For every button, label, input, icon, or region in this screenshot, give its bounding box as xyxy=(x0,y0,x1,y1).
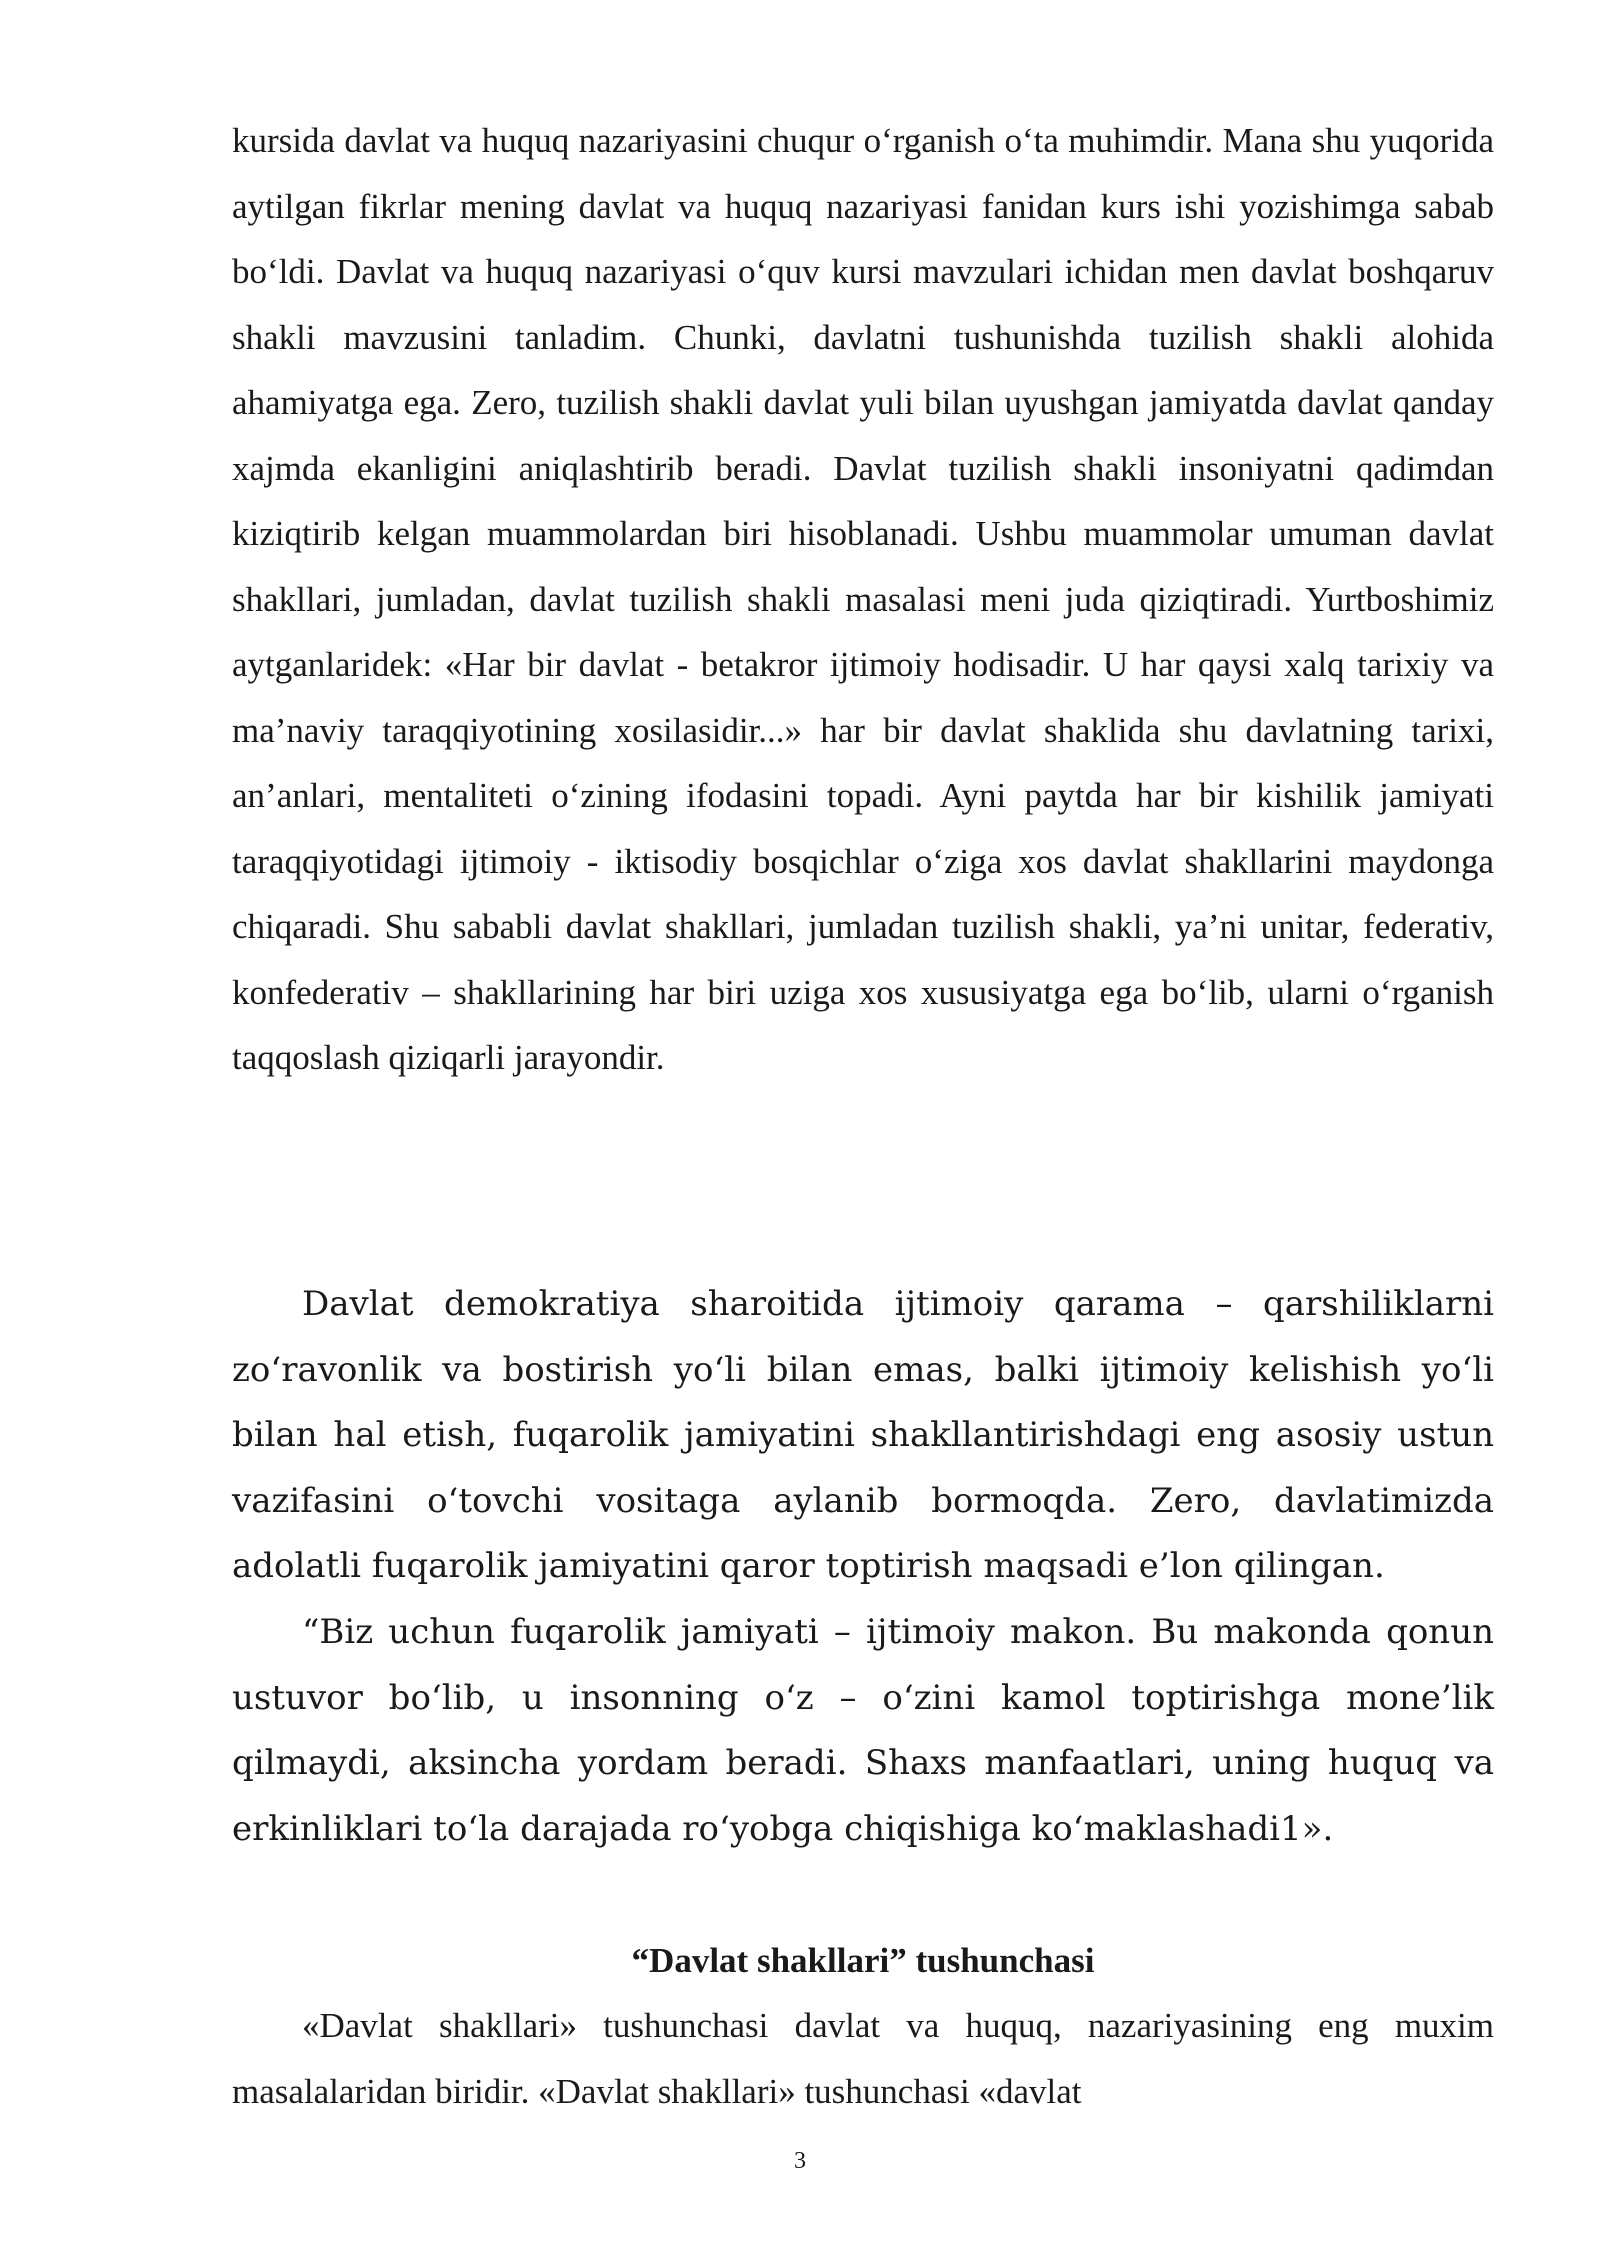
page-number: 3 xyxy=(794,2148,806,2174)
paragraph-block-4 xyxy=(232,1993,1494,2124)
paragraph-4: «Davlat shakllari» tushunchasi davlat va huquq, nazariyasining eng muxim masalalaridan biridir. «Davlat shakllari» tushunchasi «davlat xyxy=(232,2006,1494,2111)
paragraph-block-1a xyxy=(232,108,1494,1091)
paragraph-block-3 xyxy=(232,1600,1494,1862)
heading-block xyxy=(232,1928,1494,1994)
section-heading: “Davlat shakllari” tushunchasi xyxy=(631,1941,1095,1980)
paragraph-2: Davlat demokratiya sharoitida ijtimoiy qarama – qarshiliklarni zo‘ravonlik va bostirish yo‘li bilan emas, balki ijtimoiy kelishish yo‘li bilan hal etish, fuqarolik jamiyatini shakllantirishdagi eng asosiy ustun vazifasini o‘tovchi vositaga aylanib bormoqda. Zero, davlatimizda adolatli fuqarolik jamiyatini qaror toptirish maqsadi e’lon qilingan. xyxy=(232,1284,1494,1586)
paragraph-3: “Biz uchun fuqarolik jamiyati – ijtimoiy makon. Bu makonda qonun ustuvor bo‘lib, u insonning o‘z – o‘zini kamol toptirishga mone’lik qilmaydi, aksincha yordam beradi. Shaxs manfaatlari, uning huquq va erkinliklari to‘la darajada ro‘yobga chiqishiga ko‘maklashadi1». xyxy=(232,1612,1494,1849)
paragraph-1: kursida davlat va huquq nazariyasini chuqur o‘rganish o‘ta muhimdir. Mana shu yuqorida aytilgan fikrlar mening davlat va huquq nazariyasi fanidan kurs ishi yozishimga sabab bo‘ldi. Davlat va huquq nazariyasi o‘quv kursi mavzulari ichidan men davlat boshqaruv shakli mavzusini tanladim. Chunki, davlatni tushunishda tuzilish shakli alohida ahamiyatga ega. Zero, tuzilish shakli davlat yuli bilan uyushgan jamiyatda davlat qanday xajmda ekanligini aniqlashtirib beradi. Davlat tuzilish shakli insoniyatni qadimdan kiziqtirib kelgan muammolardan biri hisoblanadi. Ushbu muammolar umuman davlat shakllari, jumladan, davlat tuzilish shakli masalasi meni juda qiziqtiradi. Yurtboshimiz aytganlaridek: «Har bir davlat - betakror ijtimoiy hodisadir. U har qaysi xalq tarixiy va ma’naviy taraqqiyotining xosilasidir...» har bir davlat shaklida shu davlatning tarixi, an’anlari, mentaliteti o‘zining ifodasini topadi. Ayni paytda har bir kishilik jamiyati taraqqiyotidagi ijtimoiy - iktisodiy bosqichlar o‘ziga xos davlat shakllarini maydonga chiqaradi. Shu sababli davlat shakllari, jumladan tuzilish shakli, ya’ni unitar, federativ, konfederativ – shakllarining har biri uziga xos xususiyatga ega bo‘lib, ularni o‘rganish taqqoslash qiziqarli jarayondir. xyxy=(232,121,1494,1077)
paragraph-block-2 xyxy=(232,1272,1494,1600)
